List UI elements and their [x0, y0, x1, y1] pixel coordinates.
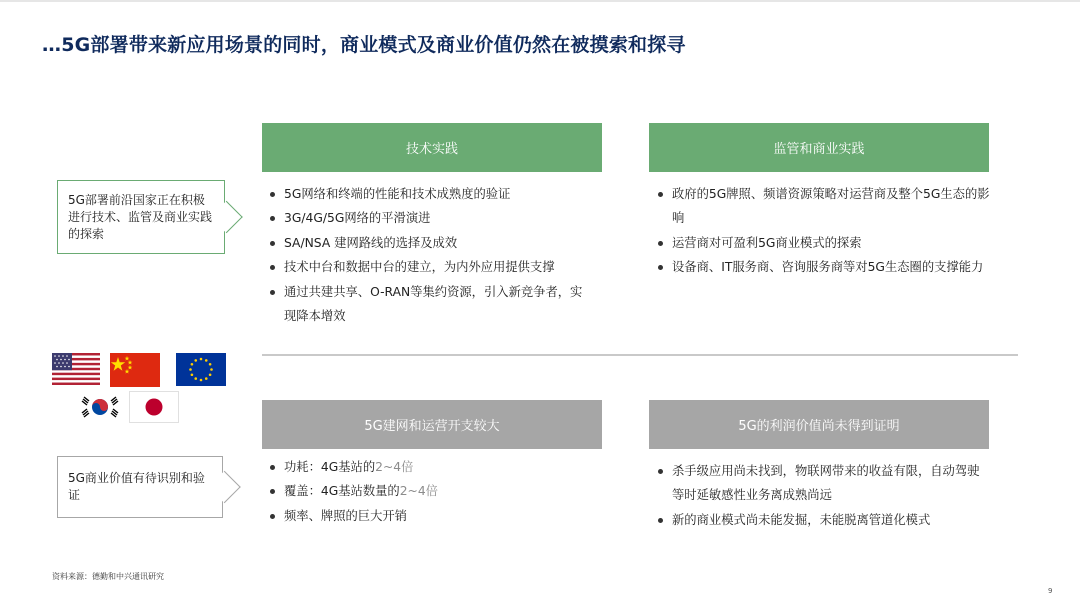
section-divider: [262, 354, 1018, 356]
tech-practice-list: [267, 182, 587, 328]
source-note: 资料来源：德勤和中兴通讯研究: [52, 572, 164, 581]
us-flag-icon: [52, 353, 100, 385]
cost-power-value: 2~4倍: [375, 460, 414, 474]
cost-coverage-label: 覆盖：4G基站数量的: [284, 484, 400, 499]
profit-list: [655, 459, 990, 532]
list-item: 设备商、IT服务商、咨询服务商等对5G生态圈的支撑能力: [655, 255, 990, 279]
list-item: 5G网络和终端的性能和技术成熟度的验证: [267, 182, 587, 206]
callout-value-text: 5G商业价值有待识别和验证: [68, 471, 205, 502]
callout-arrow-icon: [208, 471, 241, 504]
header-profit-label: 5G的利润价值尚未得到证明: [738, 419, 900, 434]
regulation-practice-list: [655, 182, 990, 280]
korea-flag-icon: [76, 391, 124, 423]
cost-list: [267, 455, 587, 528]
callout-frontier-text: 5G部署前沿国家正在积极进行技术、监管及商业实践的探索: [68, 192, 213, 241]
page-number: 9: [1048, 587, 1053, 595]
list-item: [267, 479, 587, 503]
callout-value-validation: [57, 456, 223, 518]
japan-flag-icon: [129, 391, 179, 423]
cost-spectrum-label: 频率、牌照的巨大开销: [284, 508, 407, 523]
header-regulation-label: 监管和商业实践: [773, 142, 865, 157]
list-item: 新的商业模式尚未能发掘，未能脱离管道化模式: [655, 508, 990, 532]
header-cost-label: 5G建网和运营开支较大: [364, 419, 500, 434]
list-item: [267, 504, 587, 528]
china-flag-icon: [110, 353, 160, 387]
top-border: [0, 0, 1080, 2]
list-item: SA/NSA 建网路线的选择及成效: [267, 231, 587, 255]
page-title: …5G部署带来新应用场景的同时，商业模式及商业价值仍然在被摸索和探寻: [42, 34, 686, 56]
header-regulation-practice: [649, 123, 989, 172]
list-item: 运营商对可盈利5G商业模式的探索: [655, 231, 990, 255]
list-item: [267, 455, 587, 479]
header-cost: [262, 400, 602, 449]
list-item: 杀手级应用尚未找到，物联网带来的收益有限，自动驾驶等时延敏感性业务离成熟尚远: [655, 459, 990, 508]
header-profit: [649, 400, 989, 449]
header-tech-practice: [262, 123, 602, 172]
cost-power-label: 功耗：4G基站的: [284, 460, 376, 474]
list-item: 通过共建共享、O-RAN等集约资源，引入新竞争者，实现降本增效: [267, 280, 587, 329]
callout-frontier-countries: [57, 180, 225, 254]
cost-coverage-value: 2~4倍: [399, 484, 438, 499]
header-tech-label: 技术实践: [405, 142, 458, 157]
eu-flag-icon: [176, 353, 226, 386]
callout-arrow-icon: [210, 201, 243, 234]
list-item: 3G/4G/5G网络的平滑演进: [267, 206, 587, 230]
list-item: 政府的5G牌照、频谱资源策略对运营商及整个5G生态的影响: [655, 182, 990, 231]
list-item: 技术中台和数据中台的建立，为内外应用提供支撑: [267, 255, 587, 279]
